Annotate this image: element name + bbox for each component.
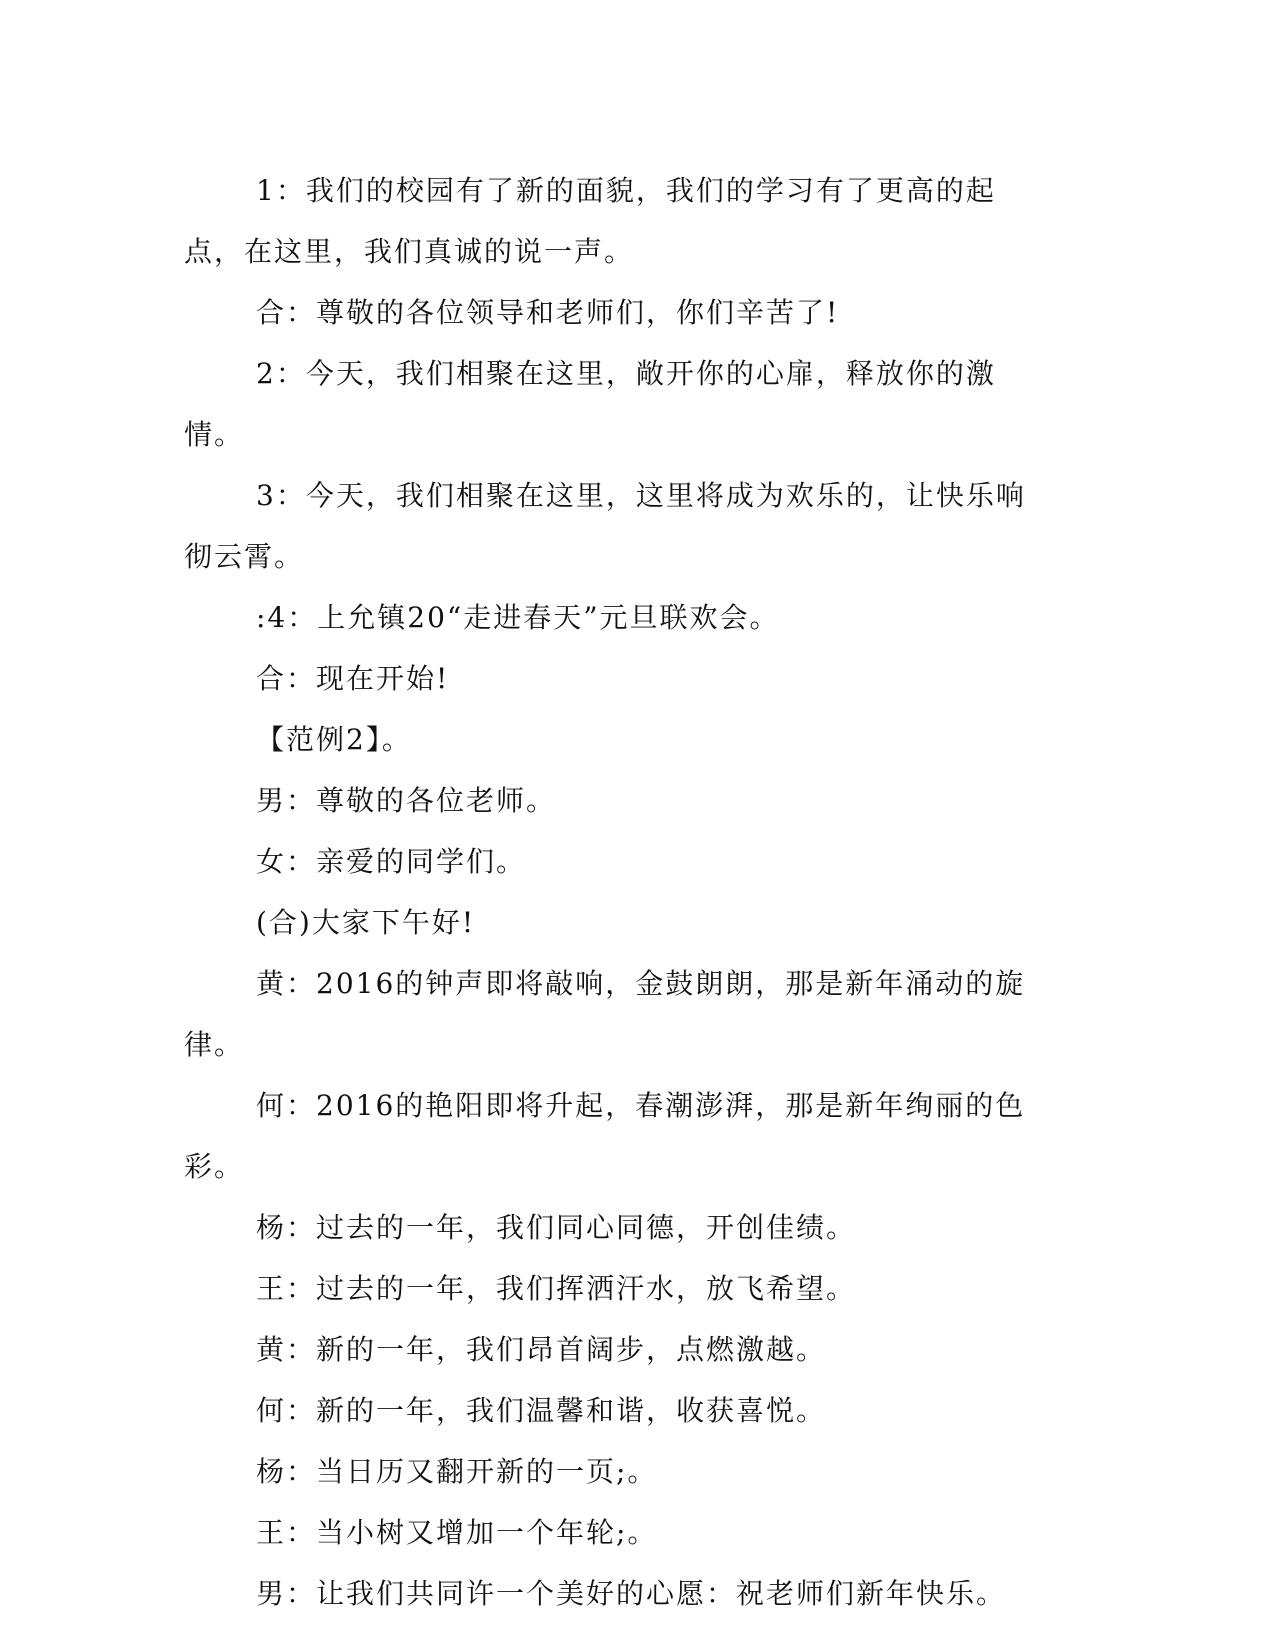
- paragraph-7: 【范例2】。: [256, 723, 412, 756]
- document-body: [184, 160, 1048, 1624]
- paragraph-19: 男：让我们共同许一个美好的心愿：祝老师们新年快乐。: [256, 1577, 1007, 1610]
- paragraph-12: 何：2016的艳阳即将升起，春潮澎湃，那是新年绚丽的色彩。: [184, 1089, 1026, 1183]
- paragraph-3: 2：今天，我们相聚在这里，敞开你的心扉，释放你的激情。: [184, 357, 996, 451]
- paragraph-16: 何：新的一年，我们温馨和谐，收获喜悦。: [256, 1394, 827, 1427]
- paragraph-2: 合：尊敬的各位领导和老师们，你们辛苦了!: [256, 296, 840, 329]
- paragraph-13: 杨：过去的一年，我们同心同德，开创佳绩。: [256, 1211, 857, 1244]
- paragraph-10: (合)大家下午好!: [256, 906, 476, 939]
- paragraph-15: 黄：新的一年，我们昂首阔步，点燃激越。: [256, 1333, 827, 1366]
- paragraph-14: 王：过去的一年，我们挥洒汗水，放飞希望。: [256, 1272, 857, 1305]
- paragraph-11: 黄：2016的钟声即将敲响，金鼓朗朗，那是新年涌动的旋律。: [184, 967, 1026, 1061]
- paragraph-5: :4：上允镇20“走进春天”元旦联欢会。: [256, 601, 780, 634]
- paragraph-1: 1：我们的校园有了新的面貌，我们的学习有了更高的起点，在这里，我们真诚的说一声。: [184, 174, 996, 268]
- paragraph-4: 3：今天，我们相聚在这里，这里将成为欢乐的，让快乐响彻云霄。: [184, 479, 1026, 573]
- paragraph-18: 王：当小树又增加一个年轮;。: [256, 1516, 658, 1549]
- paragraph-17: 杨：当日历又翻开新的一页;。: [256, 1455, 658, 1488]
- paragraph-6: 合：现在开始!: [256, 662, 450, 695]
- paragraph-9: 女：亲爱的同学们。: [256, 845, 527, 878]
- paragraph-8: 男：尊敬的各位老师。: [256, 784, 557, 817]
